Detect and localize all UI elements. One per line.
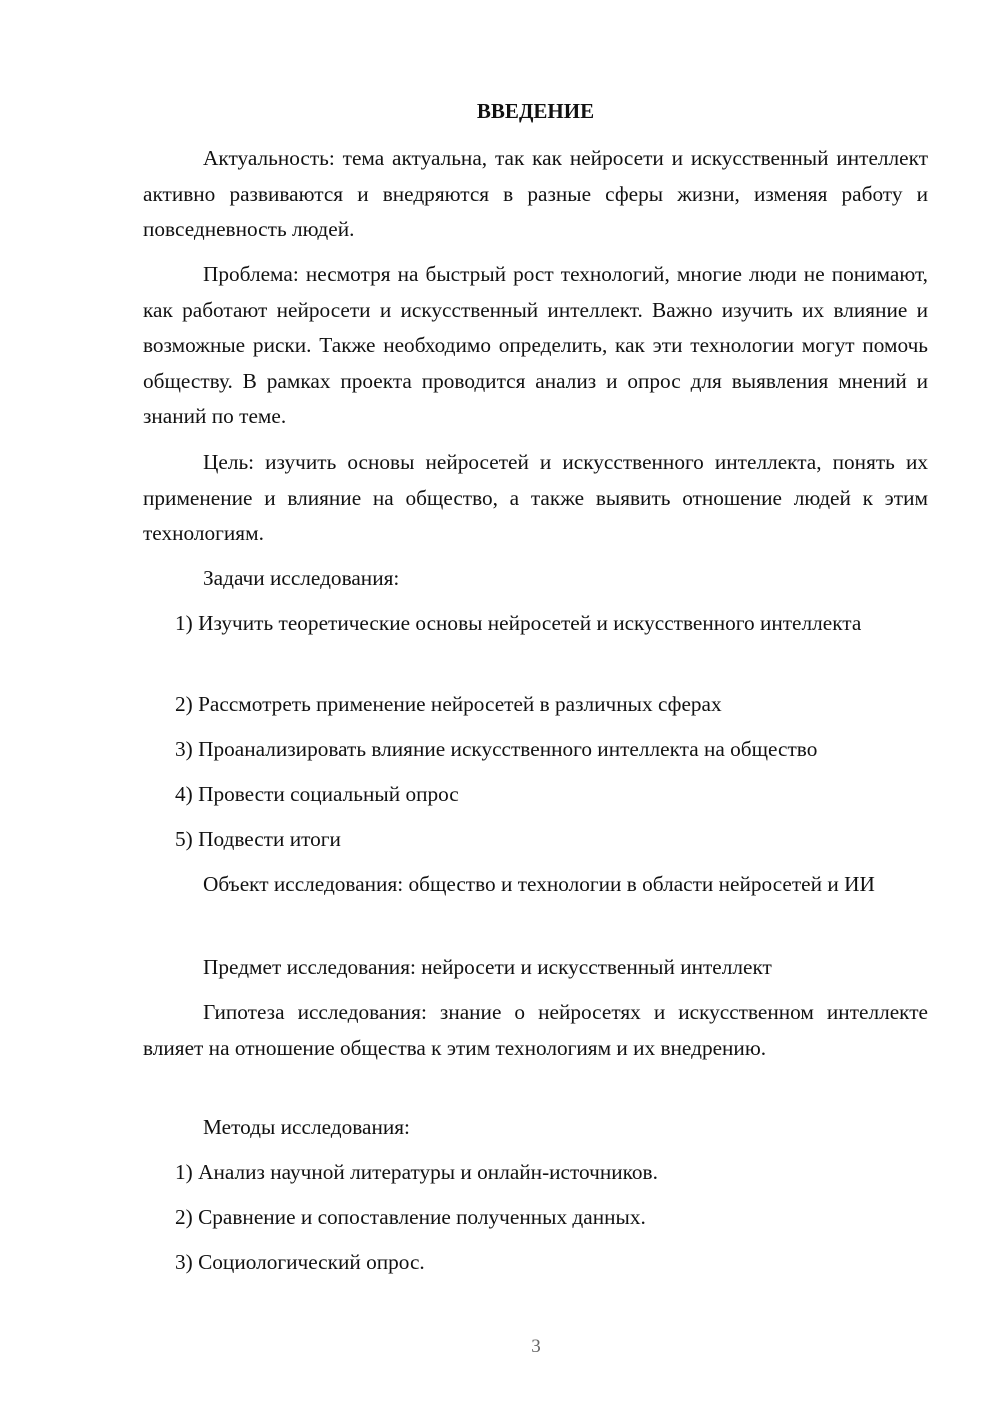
- method-item-2: 2) Сравнение и сопоставление полученных данных.: [175, 1205, 646, 1229]
- task-item-5: 5) Подвести итоги: [175, 827, 341, 851]
- task-item-1: 1) Изучить теоретические основы нейросетей и искусственного интеллекта: [175, 611, 862, 635]
- task-item-3: 3) Проанализировать влияние искусственного интеллекта на общество: [175, 737, 818, 761]
- method-item-3: 3) Социологический опрос.: [175, 1250, 425, 1274]
- methods-heading: Методы исследования:: [203, 1115, 410, 1139]
- page-number: 3: [531, 1336, 541, 1357]
- hypothesis-paragraph: Гипотеза исследования: знание о нейросетях и искусственном интеллекте влияет на отношение общества к этим технологиям и их внедрению.: [143, 1000, 928, 1060]
- relevance-paragraph: Актуальность: тема актуальна, так как нейросети и искусственный интеллект активно развиваются и внедряются в разные сферы жизни, изменяя работу и повседневность людей.: [143, 146, 928, 241]
- method-item-1: 1) Анализ научной литературы и онлайн-источников.: [175, 1160, 658, 1184]
- page-title: ВВЕДЕНИЕ: [476, 99, 595, 123]
- task-item-4: 4) Провести социальный опрос: [175, 782, 459, 806]
- tasks-heading: Задачи исследования:: [203, 566, 400, 590]
- goal-paragraph: Цель: изучить основы нейросетей и искусственного интеллекта, понять их применение и влияние на общество, а также выявить отношение людей к этим технологиям.: [143, 450, 928, 545]
- subject-paragraph: Предмет исследования: нейросети и искусственный интеллект: [203, 955, 772, 979]
- task-item-2: 2) Рассмотреть применение нейросетей в различных сферах: [175, 692, 722, 716]
- problem-paragraph: Проблема: несмотря на быстрый рост технологий, многие люди не понимают, как работают нейросети и искусственный интеллект. Важно изучить их влияние и возможные риски. Также необходимо определить, как эти технологии могут помочь обществу. В рамках проекта проводится анализ и опрос для выявления мнений и знаний по теме.: [143, 262, 928, 428]
- object-paragraph: Объект исследования: общество и технологии в области нейросетей и ИИ: [203, 872, 875, 896]
